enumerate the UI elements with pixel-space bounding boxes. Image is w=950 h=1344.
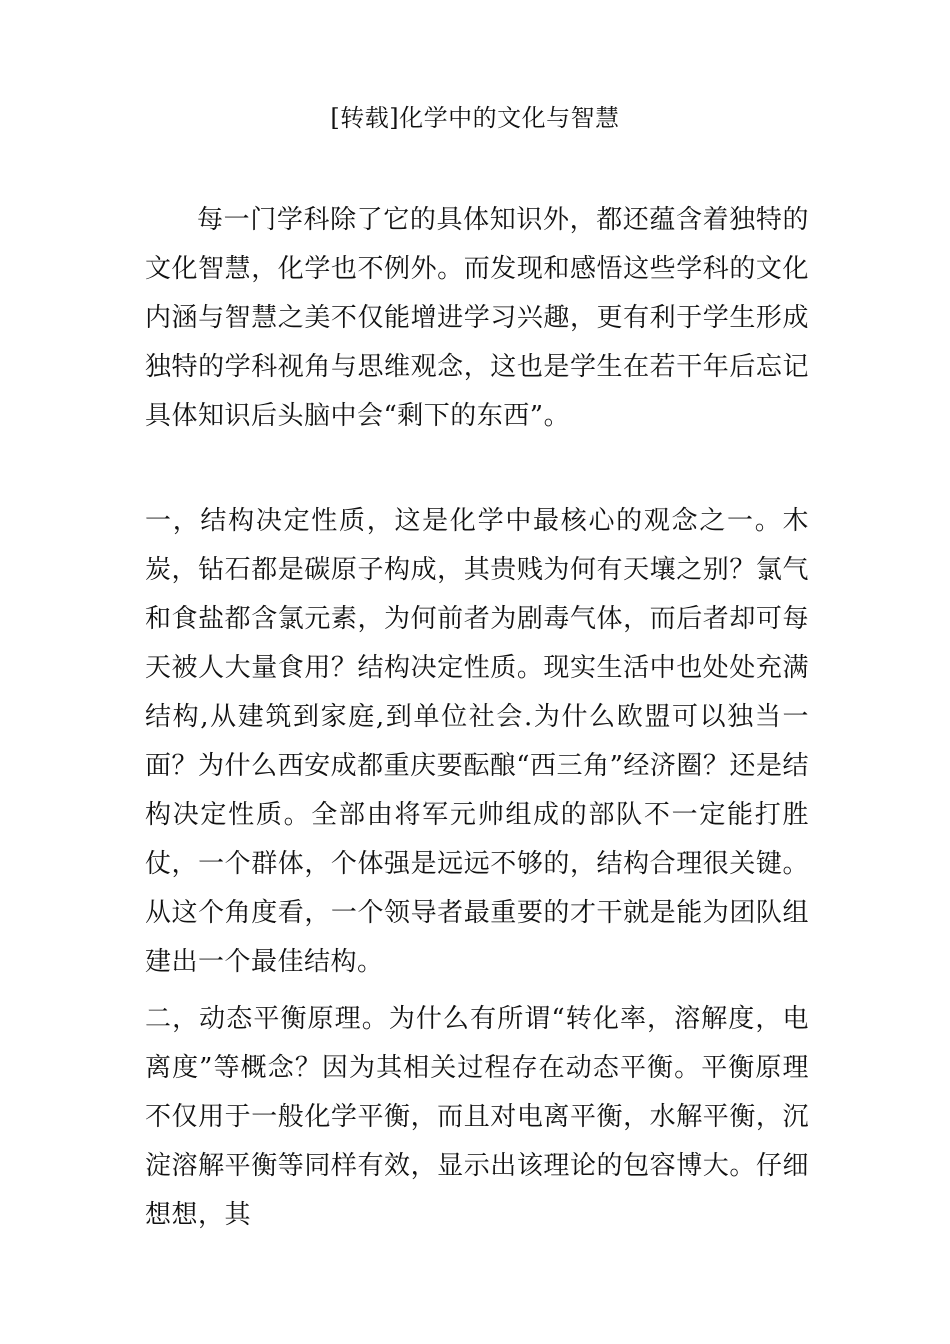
section-two-paragraph: 二，动态平衡原理。为什么有所谓“转化率，溶解度，电离度”等概念？因为其相关过程存在动态平衡。平衡原理不仅用于一般化学平衡，而且对电离平衡，水解平衡，沉淀溶解平衡等同样有效，显示出该理论的包容博大。仔细想想，其 (145, 1004, 809, 1230)
section-one-paragraph: 一，结构决定性质，这是化学中最核心的观念之一。木炭，钻石都是碳原子构成，其贵贱为何有天壤之别？氯气和食盐都含氯元素，为何前者为剧毒气体，而后者却可每天被人大量食用？结构决定性质。现实生活中也处处充满结构,从建筑到家庭,到单位社会.为什么欧盟可以独当一面？为什么西安成都重庆要酝酿“西三角”经济圈？还是结构决定性质。全部由将军元帅组成的部队不一定能打胜仗，一个群体，个体强是远远不够的，结构合理很关键。从这个角度看，一个领导者最重要的才干就是能为团队组建出一个最佳结构。 (145, 506, 809, 977)
intro-paragraph: 每一门学科除了它的具体知识外，都还蕴含着独特的文化智慧，化学也不例外。而发现和感悟这些学科的文化内涵与智慧之美不仅能增进学习兴趣，更有利于学生形成独特的学科视角与思维观念，这也是学生在若干年后忘记具体知识后头脑中会“剩下的东西”。 (145, 205, 809, 431)
document-title: [转载]化学中的文化与智慧 (330, 104, 620, 132)
